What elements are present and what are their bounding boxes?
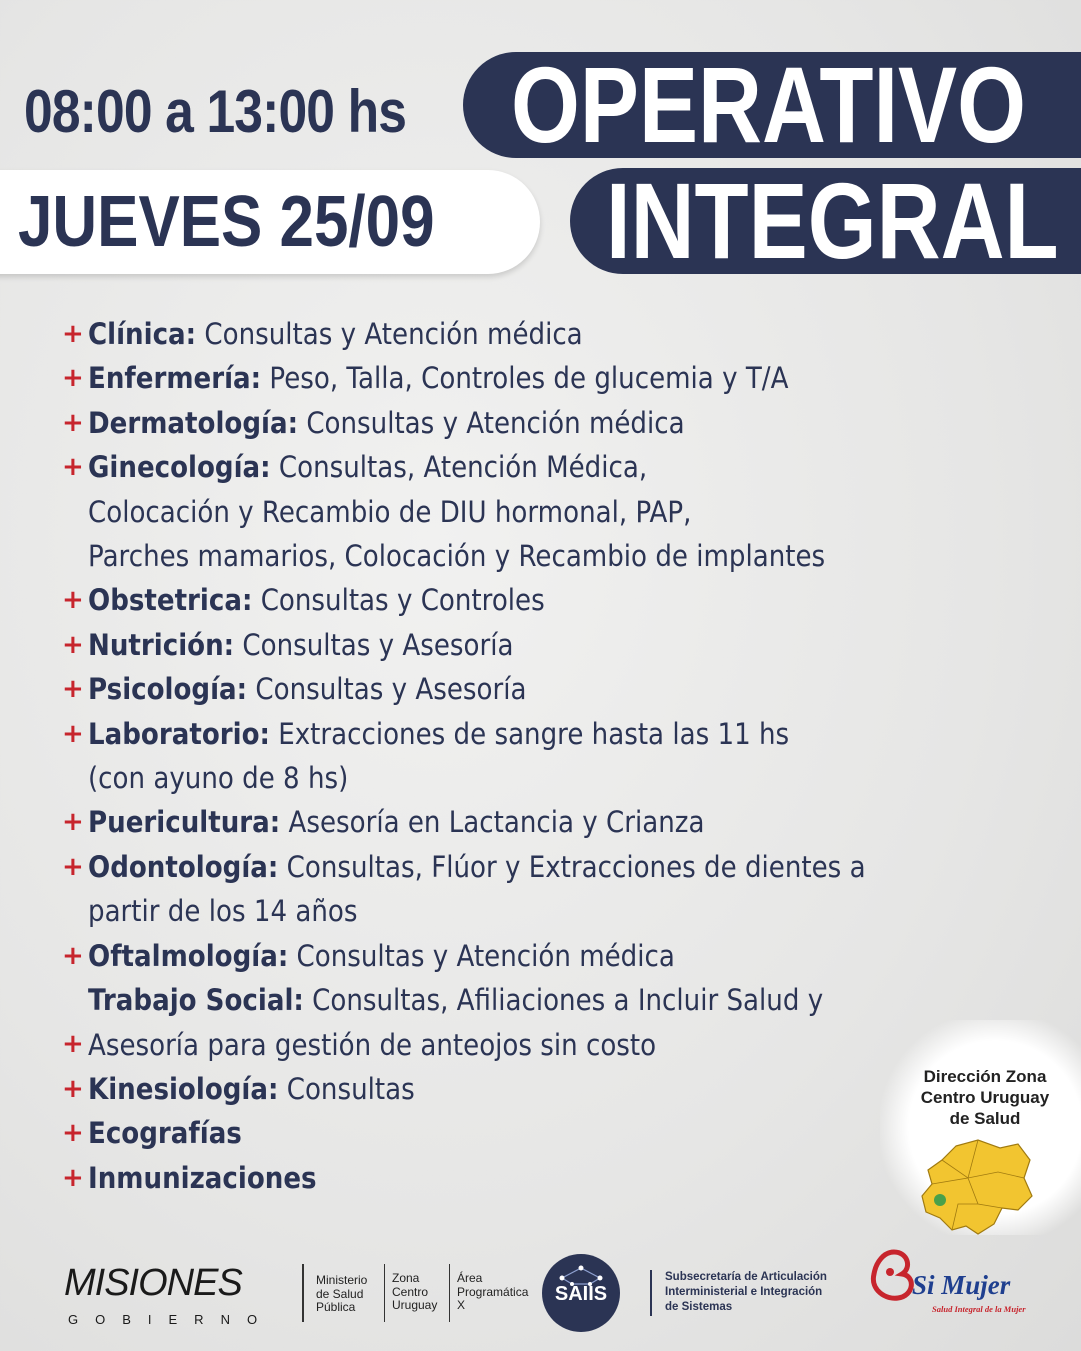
plus-icon: + (62, 1073, 84, 1104)
service-name: Odontología: (88, 849, 279, 884)
service-desc: Consultas (286, 1071, 415, 1106)
service-desc: Consultas y Atención médica (306, 405, 685, 440)
simujer-logo (864, 1238, 1064, 1338)
divider (650, 1270, 652, 1316)
service-desc: Extracciones de sangre hasta las 11 hs (278, 716, 790, 751)
service-desc: Consultas, Atención Médica, (278, 450, 648, 485)
plus-icon: + (62, 585, 84, 616)
title-integral: INTEGRAL (606, 160, 1059, 281)
zone-logo-line3: de Salud (949, 1109, 1021, 1128)
service-desc: Consultas y Asesoría (242, 627, 514, 662)
zone-logo (880, 1020, 1081, 1235)
zona-label (392, 1272, 437, 1313)
date-label: JUEVES 25/09 (18, 182, 435, 262)
service-name: Dermatología: (88, 405, 299, 440)
title-band-integral (570, 160, 1081, 281)
plus-icon: + (62, 319, 84, 349)
service-enfermeria (62, 356, 1062, 400)
service-name: Ginecología: (88, 450, 271, 485)
zone-logo-title (890, 1066, 1080, 1129)
plus-icon: + (62, 1118, 84, 1149)
gobierno-label: GOBIERNO (68, 1312, 275, 1327)
subsecretaria-label (665, 1270, 827, 1315)
date-band (0, 170, 540, 274)
service-name: Kinesiología: (88, 1071, 279, 1106)
plus-icon: + (62, 452, 84, 483)
service-puericultura (62, 800, 1062, 844)
plus-icon: + (62, 629, 84, 660)
service-psicologia (62, 667, 1062, 711)
service-desc: Asesoría para gestión de anteojos sin costo (88, 1027, 657, 1062)
plus-icon: + (62, 407, 84, 438)
plus-icon: + (62, 718, 84, 749)
plus-icon: + (62, 1029, 84, 1059)
zone-logo-line2: Centro Uruguay (920, 1088, 1050, 1107)
schedule-hours: 08:00 a 13:00 hs (24, 78, 407, 145)
service-name: Laboratorio: (88, 716, 270, 751)
zona-line: Uruguay (392, 1298, 438, 1312)
plus-icon: + (62, 940, 84, 971)
subsecretaria-line: Subsecretaría de Articulación (665, 1271, 827, 1283)
area-line: Área (457, 1271, 483, 1285)
service-name: Oftalmología: (88, 938, 289, 973)
service-desc: Consultas, Afiliaciones a Incluir Salud y (312, 983, 824, 1018)
ministerio-line: Pública (316, 1300, 356, 1314)
service-desc: Consultas y Asesoría (255, 672, 527, 707)
title-operativo: OPERATIVO (511, 44, 1027, 165)
plus-icon: + (62, 674, 84, 705)
footer-logos (0, 1230, 1081, 1351)
zone-logo-line1: Dirección Zona (923, 1067, 1047, 1086)
zone-map-icon (918, 1138, 1038, 1243)
service-ginecologia (62, 445, 1062, 578)
service-oftalmologia (62, 934, 1062, 978)
ministerio-label (316, 1274, 367, 1315)
service-dermatologia (62, 401, 1062, 445)
title-band-operativo (463, 44, 1081, 165)
zona-line: Zona (392, 1271, 420, 1285)
divider (302, 1264, 304, 1322)
service-name: Enfermería: (88, 361, 262, 396)
service-desc: Asesoría en Lactancia y Crianza (288, 805, 705, 840)
service-desc: Colocación y Recambio de DIU hormonal, PAP, (88, 494, 692, 529)
service-desc: Consultas y Atención médica (204, 317, 583, 351)
subsecretaria-line: Interministerial e Integración (665, 1286, 823, 1298)
service-desc: (con ayuno de 8 hs) (88, 761, 349, 796)
plus-icon: + (62, 851, 84, 882)
service-desc: Peso, Talla, Controles de glucemia y T/A (269, 361, 789, 396)
simujer-tagline: Salud Integral de la Mujer (932, 1304, 1026, 1314)
service-name: Trabajo Social: (88, 983, 304, 1018)
ministerio-line: Ministerio (316, 1273, 368, 1287)
service-odontologia (62, 845, 1062, 934)
service-desc: Parches mamarios, Colocación y Recambio de implantes (88, 539, 826, 574)
divider (449, 1264, 450, 1322)
subsecretaria-line: de Sistemas (665, 1301, 733, 1313)
service-laboratorio (62, 712, 1062, 801)
service-clinica (62, 312, 1062, 356)
service-name: Obstetrica: (88, 583, 253, 618)
service-name: Psicología: (88, 672, 248, 707)
simujer-name: Si Mujer (912, 1270, 1011, 1300)
service-name: Clínica: (88, 317, 197, 351)
plus-icon: + (62, 1162, 84, 1193)
service-name: Nutrición: (88, 627, 235, 662)
service-nutricion (62, 623, 1062, 667)
saiis-label: SAIIS (554, 1283, 608, 1305)
service-desc: Consultas y Atención médica (296, 938, 675, 973)
service-desc: Consultas, Flúor y Extracciones de dientes a (286, 849, 866, 884)
misiones-wordmark: MISIONES (64, 1262, 242, 1304)
saiis-logo (542, 1254, 620, 1332)
ministerio-line: de Salud (316, 1286, 364, 1301)
service-name: Inmunizaciones (88, 1160, 317, 1195)
plus-icon: + (62, 363, 84, 394)
area-line: Programática (457, 1284, 529, 1299)
divider (384, 1264, 385, 1322)
zona-line: Centro (392, 1284, 429, 1299)
service-desc: Consultas y Controles (260, 583, 545, 618)
plus-icon: + (62, 807, 84, 838)
service-name: Ecografías (88, 1116, 242, 1151)
area-label (457, 1272, 528, 1313)
service-name: Puericultura: (88, 805, 281, 840)
area-line: X (457, 1298, 466, 1312)
misiones-logo (64, 1262, 275, 1327)
service-desc: partir de los 14 años (88, 894, 358, 929)
service-obstetrica (62, 578, 1062, 622)
